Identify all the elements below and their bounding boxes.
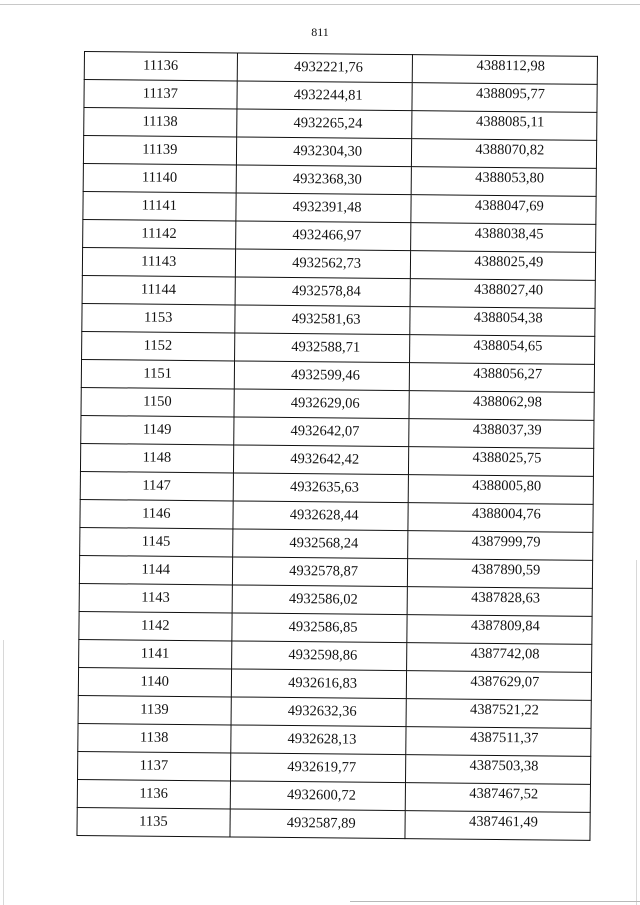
x-coordinate-cell	[232, 557, 407, 587]
y-coordinate-cell	[409, 391, 595, 421]
cell-value: 1147	[142, 477, 171, 494]
y-coordinate-cell	[408, 419, 594, 449]
point-number-cell	[77, 807, 230, 836]
y-coordinate-cell	[410, 223, 596, 253]
point-number-cell	[82, 303, 235, 332]
cell-value: 4388027,40	[474, 281, 544, 299]
y-coordinate-cell	[412, 55, 598, 85]
cell-value: 4932599,46	[290, 367, 361, 384]
cell-value: 4932578,84	[291, 283, 361, 300]
cell-value: 4932581,63	[291, 311, 361, 328]
cell-value: 4388005,80	[472, 477, 542, 495]
cell-value: 1135	[139, 813, 168, 830]
y-coordinate-cell	[406, 699, 592, 729]
x-coordinate-cell	[232, 501, 407, 531]
cell-value: 4932598,86	[288, 646, 358, 664]
cell-value: 4388025,49	[474, 253, 544, 271]
y-coordinate-cell	[409, 363, 595, 393]
cell-value: 4387521,22	[470, 701, 540, 719]
x-coordinate-cell	[233, 417, 408, 447]
cell-value: 4387890,59	[471, 561, 541, 579]
cell-value: 4388004,76	[471, 505, 541, 523]
cell-value: 4387511,37	[470, 729, 539, 747]
cell-value: 4932265,24	[293, 115, 363, 132]
x-coordinate-cell	[233, 473, 408, 503]
x-coordinate-cell	[236, 137, 411, 167]
cell-value: 4388038,45	[474, 225, 544, 243]
point-number-cell	[82, 331, 235, 360]
cell-value: 1139	[140, 701, 169, 718]
cell-value: 11143	[141, 253, 177, 270]
cell-value: 1149	[142, 421, 172, 438]
cell-value: 11144	[140, 281, 177, 298]
cell-value: 4932586,02	[288, 590, 358, 608]
y-coordinate-cell	[405, 811, 591, 841]
cell-value: 4932642,42	[290, 450, 360, 468]
cell-value: 4388112,98	[476, 57, 545, 75]
point-number-cell	[79, 555, 232, 584]
x-coordinate-cell	[231, 613, 406, 643]
y-coordinate-cell	[405, 783, 591, 813]
x-coordinate-cell	[231, 641, 406, 671]
point-number-cell	[84, 108, 237, 137]
cell-value: 11137	[142, 85, 179, 102]
cell-value: 4932642,07	[290, 423, 360, 440]
point-number-cell	[81, 387, 234, 416]
cell-value: 1141	[140, 645, 170, 662]
y-coordinate-cell	[406, 643, 592, 673]
coordinates-table	[76, 51, 598, 841]
cell-value: 4387809,84	[470, 617, 540, 635]
cell-value: 4932628,13	[287, 730, 357, 748]
coordinates-table-body	[77, 52, 598, 841]
x-coordinate-cell	[234, 361, 409, 391]
cell-value: 4387742,08	[470, 645, 540, 663]
cell-value: 11140	[141, 169, 178, 186]
cell-value: 1145	[141, 533, 171, 550]
cell-value: 1151	[143, 365, 172, 382]
x-coordinate-cell	[232, 585, 407, 615]
point-number-cell	[78, 695, 231, 724]
point-number-cell	[83, 191, 236, 220]
point-number-cell	[78, 667, 231, 696]
cell-value: 11136	[142, 57, 179, 74]
cell-value: 4932588,71	[291, 339, 361, 356]
cell-value: 4388095,77	[475, 85, 545, 103]
point-number-cell	[80, 443, 233, 472]
table-row	[77, 807, 590, 840]
y-coordinate-cell	[411, 167, 597, 197]
y-coordinate-cell	[408, 447, 594, 477]
cell-value: 4388070,82	[475, 141, 545, 159]
y-coordinate-cell	[412, 83, 598, 113]
cell-value: 1140	[140, 673, 170, 690]
cell-value: 4932221,76	[293, 59, 363, 76]
x-coordinate-cell	[231, 697, 406, 727]
point-number-cell	[81, 359, 234, 388]
point-number-cell	[79, 611, 232, 640]
point-number-cell	[81, 415, 234, 444]
cell-value: 11138	[142, 113, 178, 130]
y-coordinate-cell	[406, 615, 592, 645]
cell-value: 4932586,85	[288, 618, 358, 636]
point-number-cell	[83, 163, 236, 192]
point-number-cell	[84, 80, 237, 109]
x-coordinate-cell	[237, 81, 412, 111]
cell-value: 4387503,38	[469, 757, 539, 775]
cell-value: 4387999,79	[471, 533, 541, 551]
x-coordinate-cell	[236, 165, 411, 195]
cell-value: 4388025,75	[472, 449, 542, 467]
cell-value: 4388037,39	[472, 421, 542, 439]
cell-value: 4932628,44	[289, 506, 359, 524]
cell-value: 1142	[140, 617, 170, 634]
scan-margin-mark	[636, 560, 637, 905]
cell-value: 1148	[142, 449, 172, 466]
cell-value: 1146	[142, 505, 171, 522]
cell-value: 11139	[142, 141, 178, 158]
x-coordinate-cell	[234, 305, 409, 335]
x-coordinate-cell	[237, 53, 412, 83]
cell-value: 11141	[141, 197, 177, 214]
y-coordinate-cell	[411, 111, 597, 141]
scan-margin-mark	[3, 640, 4, 905]
cell-value: 1153	[143, 309, 173, 326]
x-coordinate-cell	[230, 725, 405, 755]
cell-value: 1150	[143, 393, 172, 410]
cell-value: 4932568,24	[289, 534, 359, 552]
cell-value: 1143	[141, 589, 170, 606]
x-coordinate-cell	[235, 277, 410, 307]
cell-value: 1137	[139, 757, 169, 774]
y-coordinate-cell	[407, 531, 593, 561]
cell-value: 4932635,63	[289, 478, 359, 496]
cell-value: 4387461,49	[468, 813, 538, 831]
cell-value: 4932619,77	[287, 758, 357, 776]
cell-value: 4388054,65	[473, 337, 543, 355]
point-number-cell	[84, 52, 237, 81]
point-number-cell	[82, 247, 235, 276]
cell-value: 4932600,72	[286, 786, 356, 804]
x-coordinate-cell	[234, 333, 409, 363]
cell-value: 4388053,80	[475, 169, 545, 187]
x-coordinate-cell	[230, 753, 405, 783]
cell-value: 4388054,38	[473, 309, 543, 327]
point-number-cell	[78, 751, 231, 780]
cell-value: 4932466,97	[292, 227, 362, 244]
y-coordinate-cell	[409, 307, 595, 337]
point-number-cell	[83, 219, 236, 248]
y-coordinate-cell	[409, 335, 595, 365]
cell-value: 4932616,83	[288, 674, 358, 692]
scan-top-edge	[0, 4, 640, 5]
x-coordinate-cell	[230, 809, 405, 839]
point-number-cell	[83, 136, 236, 165]
point-number-cell	[79, 639, 232, 668]
y-coordinate-cell	[411, 195, 597, 225]
point-number-cell	[79, 583, 232, 612]
y-coordinate-cell	[407, 587, 593, 617]
x-coordinate-cell	[232, 529, 407, 559]
cell-value: 4932391,48	[292, 199, 362, 216]
cell-value: 4932304,30	[293, 143, 363, 160]
cell-value: 4388056,27	[473, 365, 543, 383]
x-coordinate-cell	[231, 669, 406, 699]
cell-value: 4932562,73	[292, 255, 362, 272]
x-coordinate-cell	[236, 109, 411, 139]
y-coordinate-cell	[407, 559, 593, 589]
y-coordinate-cell	[405, 727, 591, 757]
cell-value: 1144	[141, 561, 171, 578]
cell-value: 4932629,06	[290, 395, 360, 412]
point-number-cell	[77, 779, 230, 808]
x-coordinate-cell	[233, 445, 408, 475]
scan-bottom-edge	[350, 901, 640, 902]
cell-value: 11142	[141, 225, 177, 242]
cell-value: 4388062,98	[472, 393, 542, 411]
point-number-cell	[80, 499, 233, 528]
cell-value: 4932587,89	[286, 814, 356, 832]
point-number-cell	[78, 723, 231, 752]
cell-value: 4388047,69	[474, 197, 544, 215]
cell-value: 4932578,87	[289, 562, 359, 580]
cell-value: 4932632,36	[287, 702, 357, 720]
cell-value: 1136	[139, 785, 168, 802]
page-number: 811	[311, 25, 329, 39]
cell-value: 4932244,81	[293, 87, 363, 104]
point-number-cell	[80, 527, 233, 556]
cell-value: 4387467,52	[469, 785, 539, 803]
y-coordinate-cell	[406, 671, 592, 701]
y-coordinate-cell	[408, 503, 594, 533]
y-coordinate-cell	[405, 755, 591, 785]
cell-value: 4387629,07	[470, 673, 540, 691]
x-coordinate-cell	[235, 249, 410, 279]
cell-value: 1138	[139, 729, 169, 746]
x-coordinate-cell	[230, 781, 405, 811]
y-coordinate-cell	[408, 475, 594, 505]
x-coordinate-cell	[235, 221, 410, 251]
y-coordinate-cell	[410, 251, 596, 281]
x-coordinate-cell	[235, 193, 410, 223]
cell-value: 4387828,63	[471, 589, 541, 607]
y-coordinate-cell	[411, 139, 597, 169]
cell-value: 4932368,30	[292, 171, 362, 188]
cell-value: 1152	[143, 337, 173, 354]
point-number-cell	[82, 275, 235, 304]
y-coordinate-cell	[410, 279, 596, 309]
cell-value: 4388085,11	[475, 113, 545, 131]
point-number-cell	[80, 471, 233, 500]
x-coordinate-cell	[234, 389, 409, 419]
